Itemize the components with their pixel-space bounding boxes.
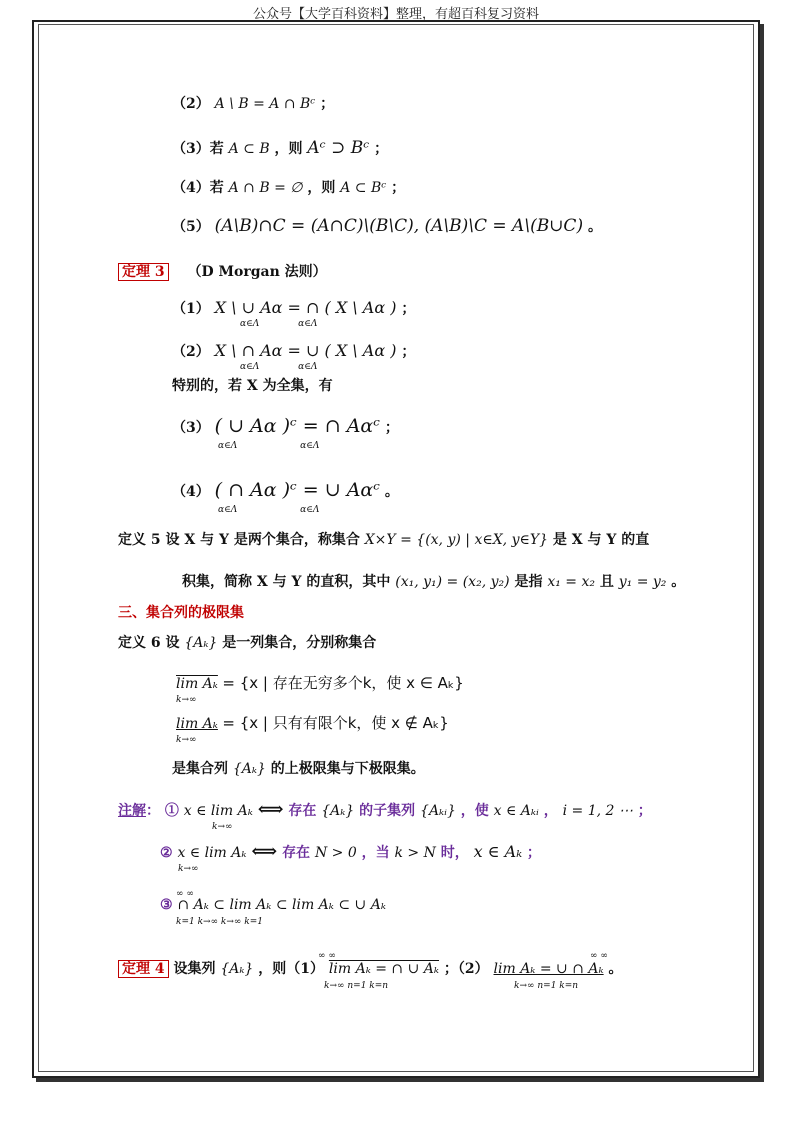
formula: X \ ∪ Aα = ∩ ( X \ Aα ) xyxy=(214,298,397,317)
formula: i = 1, 2 ⋯ xyxy=(562,803,633,819)
de-morgan-2-subscripts xyxy=(240,357,317,377)
liminf-symbol: lim Aₖ xyxy=(176,716,218,732)
item-number: （3） xyxy=(172,420,210,436)
circled-number: ③ xyxy=(160,897,173,913)
item-number: （5） xyxy=(172,219,210,235)
note-text: ，当 xyxy=(361,845,390,861)
connector-text: ，则 xyxy=(274,141,303,157)
limsup-definition: = {x | 存在无穷多个k，使 x ∈ Aₖ} xyxy=(222,674,464,692)
formula: x ∈ Aₖ xyxy=(473,842,523,861)
de-morgan-1-subscripts xyxy=(240,314,317,334)
punctuation: ； xyxy=(391,180,406,196)
formula: Aᶜ ⊃ Bᶜ xyxy=(307,138,370,158)
subscript: α∈Λ xyxy=(240,362,260,372)
note-text: 的子集列 xyxy=(359,803,416,819)
definition-text: 的上极限集与下极限集。 xyxy=(270,761,425,777)
punctuation: ， xyxy=(543,803,558,819)
formula: k > N xyxy=(394,845,436,861)
formula: X \ ∩ Aα = ∪ ( X \ Aα ) xyxy=(214,341,397,360)
subscript: α∈Λ xyxy=(298,319,318,329)
theorem-title: （D Morgan 法则） xyxy=(187,264,327,280)
definition-text: 积集，简称 X 与 Y 的直积，其中 xyxy=(182,574,391,590)
formula: lim Aₖ = ∪ ∩ Aₖ xyxy=(493,961,604,977)
theorem-4-subscripts-2: k→∞ n=1 k=n xyxy=(514,981,579,991)
note-text: 存在 xyxy=(282,845,311,861)
subscript: α∈Λ xyxy=(218,505,238,515)
punctuation: ： xyxy=(146,803,160,819)
formula: (A\B)∩C = (A∩C)\(B\C), (A\B)\C = A\(B∪C) xyxy=(214,216,584,236)
note-2-subscript: k→∞ xyxy=(178,864,199,874)
section-heading: 三、集合列的极限集 xyxy=(118,605,244,621)
item-number: （3）若 xyxy=(172,141,224,157)
definition-6 xyxy=(118,633,376,653)
theorem-4-superscripts-2: ∞ ∞ xyxy=(590,951,608,961)
punctuation: ； xyxy=(401,301,416,317)
punctuation: 。 xyxy=(384,484,399,500)
note-label: 注解 xyxy=(118,803,146,819)
liminf-formula xyxy=(176,713,449,734)
punctuation: ； xyxy=(374,141,389,157)
header-note: 公众号【大学百科资料】整理，有超百科复习资料 xyxy=(252,7,539,22)
de-morgan-3 xyxy=(172,416,399,438)
note-2 xyxy=(160,842,541,863)
subscript: α∈Λ xyxy=(298,362,318,372)
definition-5-line2 xyxy=(182,572,685,592)
punctuation: 。 xyxy=(671,574,686,590)
theorem-label: 定理 3 xyxy=(118,263,169,281)
formula: A ⊂ Bᶜ xyxy=(340,180,387,196)
formula: x ∈ Aₖᵢ xyxy=(493,803,539,819)
punctuation: ； xyxy=(401,344,416,360)
de-morgan-4-subscripts xyxy=(218,500,319,520)
formula: ( ∪ Aα )ᶜ = ∩ Aαᶜ xyxy=(214,415,380,437)
punctuation: ； xyxy=(526,845,541,861)
formula: ∩ Aₖ ⊂ lim Aₖ ⊂ lim Aₖ ⊂ ∪ Aₖ xyxy=(177,897,386,913)
definition-5-line1 xyxy=(118,530,649,550)
item-number: （2） xyxy=(172,96,210,112)
formula: A ∩ B = ∅ xyxy=(228,180,303,196)
limsup-symbol: lim Aₖ xyxy=(176,676,218,692)
page-frame-shadow-bottom xyxy=(36,1078,764,1082)
theorem-4-superscripts-1: ∞ ∞ xyxy=(318,951,336,961)
formula: {Aₖᵢ} xyxy=(420,803,456,819)
punctuation: ； xyxy=(384,420,399,436)
connector-text: ，则 xyxy=(307,180,336,196)
definition-text: 是集合列 xyxy=(172,761,228,777)
punctuation: 。 xyxy=(587,219,602,235)
definition-text: 且 xyxy=(599,574,614,590)
de-morgan-4 xyxy=(172,480,399,502)
formula: y₁ = y₂ xyxy=(618,574,667,590)
definition-text: 是一列集合，分别称集合 xyxy=(222,635,377,651)
theorem-text: ，则（1） xyxy=(258,961,325,977)
property-4 xyxy=(172,178,405,198)
note-text: 时， xyxy=(440,845,469,861)
definition-text: 定义 6 设 xyxy=(118,635,180,651)
theorem-text: ；（2） xyxy=(443,961,489,977)
note-3-subscripts: k=1 k→∞ k→∞ k=1 xyxy=(176,917,264,927)
limsup-formula xyxy=(176,673,464,694)
theorem-label: 定理 4 xyxy=(118,960,169,978)
special-case-text: 特别的，若 X 为全集，有 xyxy=(172,378,333,394)
formula: lim Aₖ = ∩ ∪ Aₖ xyxy=(328,961,440,977)
equivalence-arrow: ⟺ xyxy=(257,799,284,820)
formula: {Aₖ} xyxy=(220,961,254,977)
item-number: （2） xyxy=(172,344,210,360)
de-morgan-3-subscripts xyxy=(218,436,319,456)
limsup-subscript: k→∞ xyxy=(176,695,197,705)
item-number: （4）若 xyxy=(172,180,224,196)
item-number: （1） xyxy=(172,301,210,317)
formula: x₁ = x₂ xyxy=(547,574,595,590)
subscript: α∈Λ xyxy=(300,505,320,515)
punctuation: ； xyxy=(637,803,652,819)
note-text: 存在 xyxy=(288,803,317,819)
liminf-subscript: k→∞ xyxy=(176,735,197,745)
equivalence-arrow: ⟺ xyxy=(251,841,278,862)
theorem-3-heading xyxy=(118,262,327,282)
theorem-text: 设集列 xyxy=(173,961,216,977)
formula: x ∈ lim Aₖ xyxy=(177,845,247,861)
subscript: α∈Λ xyxy=(240,319,260,329)
formula: X×Y = {(x, y) | x∈X, y∈Y} xyxy=(364,532,548,548)
formula: N > 0 xyxy=(314,845,357,861)
formula: x ∈ lim Aₖ xyxy=(183,803,253,819)
formula: A \ B = A ∩ Bᶜ xyxy=(214,96,316,112)
punctuation: 。 xyxy=(608,961,623,977)
definition-text: 是 X 与 Y 的直 xyxy=(552,532,650,548)
property-5 xyxy=(172,216,602,237)
liminf-definition: = {x | 只有有限个k，使 x ∉ Aₖ} xyxy=(222,714,449,732)
note-1 xyxy=(118,800,652,821)
item-number: （4） xyxy=(172,484,210,500)
formula: {Aₖ} xyxy=(321,803,355,819)
page-frame-shadow-right xyxy=(760,24,764,1082)
definition-text: 定义 5 设 X 与 Y 是两个集合，称集合 xyxy=(118,532,360,548)
formula: ( ∩ Aα )ᶜ = ∪ Aαᶜ xyxy=(214,479,380,501)
definition-text: 是指 xyxy=(514,574,543,590)
theorem-4-subscripts-1: k→∞ n=1 k=n xyxy=(324,981,389,991)
property-2 xyxy=(172,94,334,114)
formula: {Aₖ} xyxy=(184,635,218,651)
formula: {Aₖ} xyxy=(232,761,266,777)
definition-6-conclusion xyxy=(172,759,425,779)
note-3-superscripts: ∞ ∞ xyxy=(176,889,194,899)
formula: A ⊂ B xyxy=(228,141,270,157)
circled-number: ② xyxy=(160,845,173,861)
note-text: ，使 xyxy=(460,803,489,819)
note-1-subscript: k→∞ xyxy=(212,822,233,832)
subscript: α∈Λ xyxy=(218,441,238,451)
punctuation: ； xyxy=(320,96,335,112)
circled-number: ① xyxy=(164,803,179,819)
subscript: α∈Λ xyxy=(300,441,320,451)
property-3 xyxy=(172,138,388,159)
formula: (x₁, y₁) = (x₂, y₂) xyxy=(395,574,510,590)
